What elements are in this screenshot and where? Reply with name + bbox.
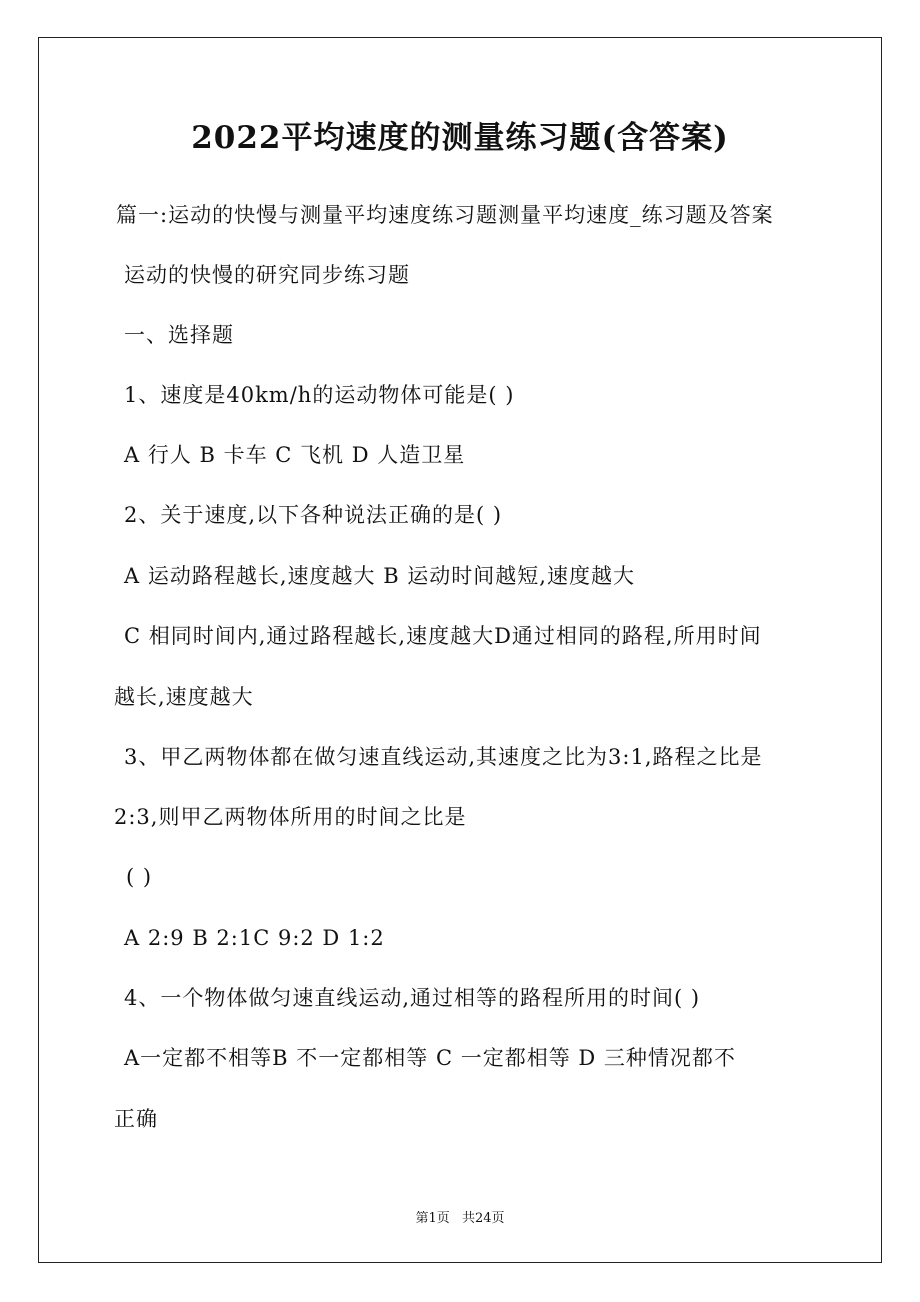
question-4: 4、一个物体做匀速直线运动,通过相等的路程所用的时间( ) <box>124 986 701 1010</box>
question-4-options-cont: 正确 <box>114 1107 158 1131</box>
question-1-options: A 行人 B 卡车 C 飞机 D 人造卫星 <box>124 443 466 467</box>
text-line: 运动的快慢的研究同步练习题 <box>124 263 410 287</box>
document-title: 2022平均速度的测量练习题(含答案) <box>191 120 729 156</box>
question-2-options: A 运动路程越长,速度越大 B 运动时间越短,速度越大 <box>124 564 635 588</box>
question-1: 1、速度是40km/h的运动物体可能是( ) <box>124 383 515 407</box>
question-4-options: A一定都不相等B 不一定都相等 C 一定都相等 D 三种情况都不 <box>124 1046 736 1070</box>
question-3-cont: 2:3,则甲乙两物体所用的时间之比是 <box>114 805 467 829</box>
page-total: 共24页 <box>461 1211 505 1226</box>
question-3: 3、甲乙两物体都在做匀速直线运动,其速度之比为3:1,路程之比是 <box>124 745 763 769</box>
question-3-blank: ( ) <box>126 865 153 889</box>
question-3-options: A 2:9 B 2:1C 9:2 D 1:2 <box>124 926 385 950</box>
question-2: 2、关于速度,以下各种说法正确的是( ) <box>124 503 503 527</box>
page-number: 第1页 <box>415 1211 450 1226</box>
question-2-options: C 相同时间内,通过路程越长,速度越大D通过相同的路程,所用时间 <box>124 624 762 648</box>
question-2-options-cont: 越长,速度越大 <box>114 685 254 709</box>
text-line: 篇一:运动的快慢与测量平均速度练习题测量平均速度_练习题及答案 <box>116 203 774 227</box>
section-heading: 一、选择题 <box>124 323 234 347</box>
page-footer <box>0 1207 920 1226</box>
